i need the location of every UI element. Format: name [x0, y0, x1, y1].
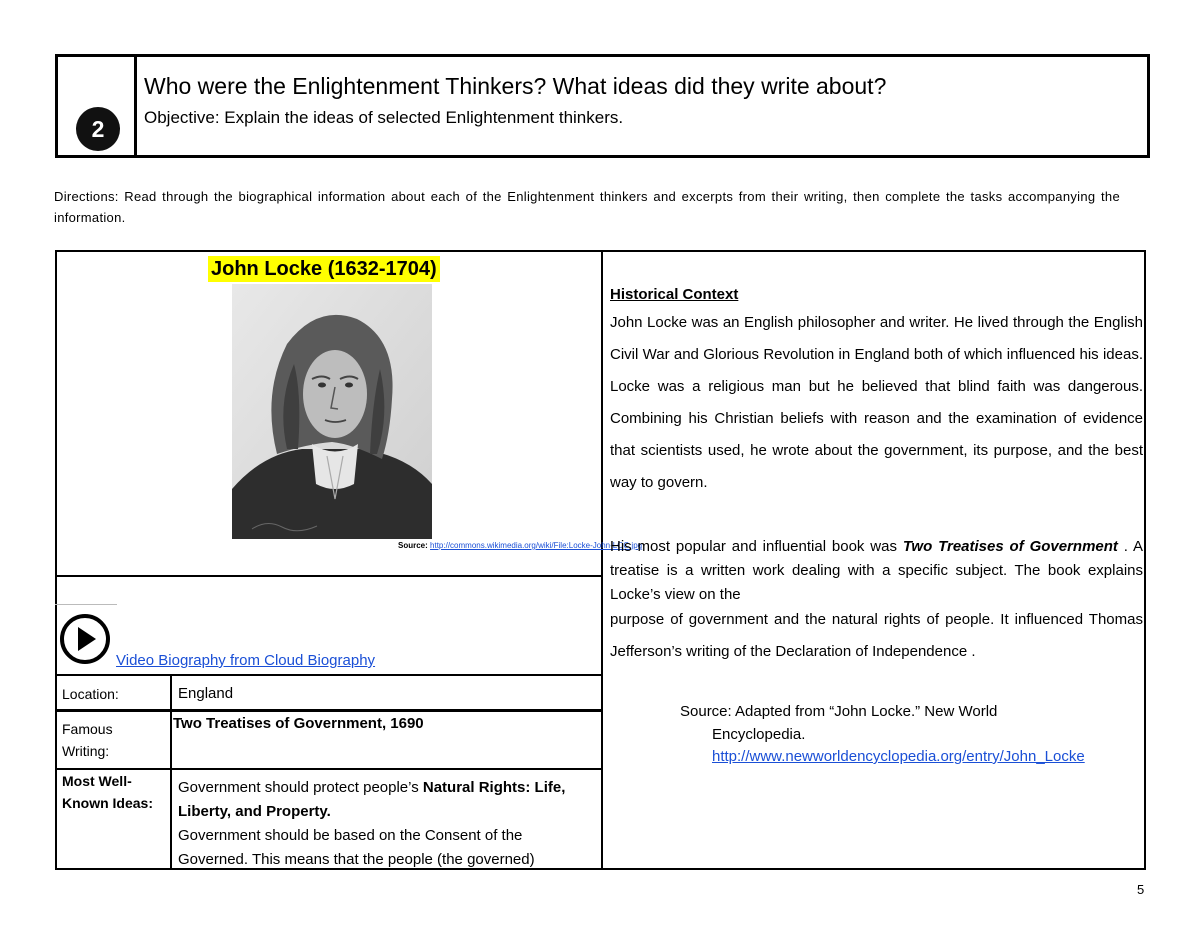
- video-biography-link[interactable]: Video Biography from Cloud Biography: [116, 652, 376, 669]
- page-number: 5: [1137, 882, 1145, 897]
- lesson-number-badge: 2: [76, 107, 120, 151]
- source-citation-cont: Encyclopedia.: [712, 726, 806, 743]
- ideas-label: Most Well-Known Ideas:: [62, 773, 154, 811]
- source-citation: Source: Adapted from “John Locke.” New World: [680, 703, 998, 720]
- paragraph-2-rest: . A treatise is a written work dealing with a specific subject. The book explains Locke’s view on the: [610, 538, 1143, 603]
- location-value: England: [178, 685, 234, 702]
- thinker-name: John Locke (1632-1704): [208, 256, 440, 282]
- ideas-value: [178, 776, 588, 872]
- source-url-link[interactable]: http://www.newworldencyclopedia.org/entry/John_Locke: [712, 748, 1085, 765]
- location-label: Location:: [62, 686, 119, 702]
- historical-context-paragraph-3: purpose of government and the natural rights of people. It influenced Thomas Jefferson’s writing of the Declaration of Independence .: [610, 611, 1143, 660]
- lesson-title: Who were the Enlightenment Thinkers? What ideas did they write about?: [144, 73, 887, 99]
- column-divider: [601, 250, 603, 870]
- lesson-header: [55, 54, 1150, 158]
- famous-writing-value: Two Treatises of Government, 1690: [173, 715, 424, 732]
- image-source: [398, 541, 642, 550]
- ideas-line1-text: Government should protect people’s: [178, 779, 423, 796]
- historical-context-paragraph-2: [610, 535, 1143, 607]
- natural-rights-text: Natural Rights: Life, Liberty, and Property.: [178, 779, 566, 820]
- image-source-link[interactable]: http://commons.wikimedia.org/wiki/File:Locke-John-LOC.jpg: [430, 541, 643, 550]
- row-divider-thin: [55, 604, 117, 605]
- play-icon[interactable]: [58, 612, 112, 666]
- historical-context-heading: Historical Context: [610, 286, 739, 303]
- lesson-objective: Objective: Explain the ideas of selected Enlightenment thinkers.: [144, 108, 624, 127]
- john-locke-portrait: [232, 284, 432, 539]
- row-divider: [55, 709, 602, 712]
- label-column-divider: [170, 675, 172, 870]
- image-source-label: Source:: [398, 541, 428, 550]
- famous-writing-label: Famous Writing:: [62, 721, 113, 759]
- book-title: Two Treatises of Government: [902, 538, 1118, 555]
- lesson-number-cell: [58, 57, 137, 155]
- ideas-line2-text: Government should be based on the Consent of the Governed. This means that the people (the governed): [178, 827, 535, 868]
- directions-text: Directions: Read through the biographical information about each of the Enlightenment thinkers and excerpts from their writing, then complete the tasks accompanying the information.: [54, 189, 1120, 225]
- row-divider: [55, 674, 602, 676]
- row-divider: [55, 575, 602, 577]
- paragraph-2-intro: His most popular and influential book was: [610, 538, 903, 555]
- historical-context-paragraph-1: John Locke was an English philosopher and writer. He lived through the English Civil War and Glorious Revolution in England both of which influenced his ideas. Locke was a religious man but he believed that blind faith was dangerous. Combining his Christian beliefs with reason and the examination of evidence that scientists used, he wrote about the government, its purpose, and the best way to govern.: [610, 314, 1143, 491]
